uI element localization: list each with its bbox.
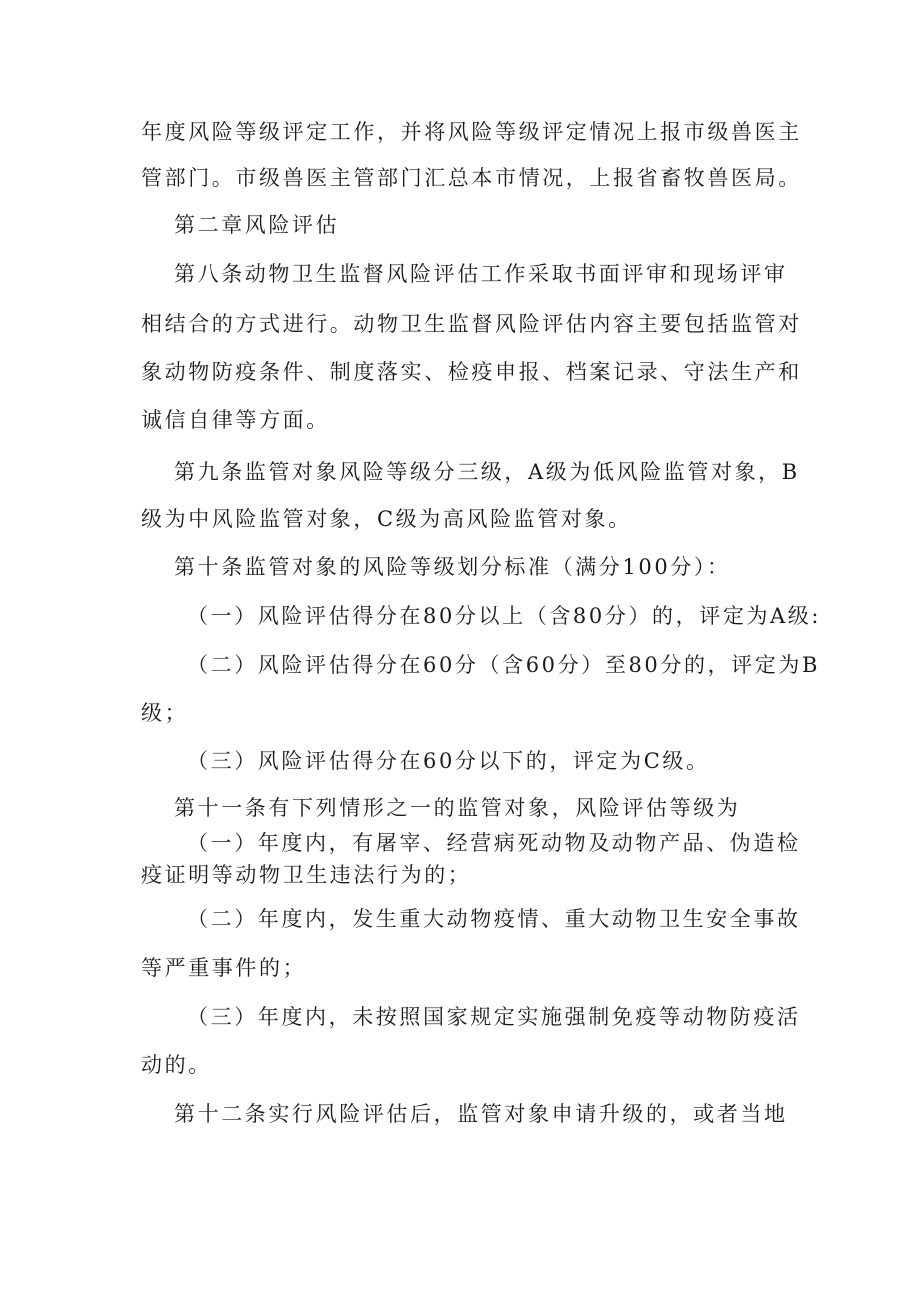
article-10-item-2-line-2: 级； bbox=[141, 701, 189, 725]
article-12-line-1: 第十二条实行风险评估后，监管对象申请升级的，或者当地 bbox=[174, 1102, 788, 1126]
text-line-1: 年度风险等级评定工作，并将风险等级评定情况上报市级兽医主 bbox=[141, 120, 802, 144]
article-11-item-1-line-1: （一）年度内，有屠宰、经营病死动物及动物产品、伪造检 bbox=[187, 831, 801, 855]
article-9-line-1: 第九条监管对象风险等级分三级，A级为低风险监管对象，B bbox=[174, 460, 800, 484]
article-11-item-2-line-2: 等严重事件的； bbox=[141, 956, 307, 980]
chapter-heading: 第二章风险评估 bbox=[174, 213, 340, 237]
article-8-line-2: 相结合的方式进行。动物卫生监督风险评估内容主要包括监管对 bbox=[141, 312, 802, 336]
article-11-item-2-line-1: （二）年度内，发生重大动物疫情、重大动物卫生安全事故 bbox=[187, 907, 801, 931]
article-11-item-3-line-1: （三）年度内，未按照国家规定实施强制免疫等动物防疫活 bbox=[187, 1005, 801, 1029]
text-line-2: 管部门。市级兽医主管部门汇总本市情况，上报省畜牧兽医局。 bbox=[141, 166, 802, 190]
article-8-line-4: 诚信自律等方面。 bbox=[141, 408, 330, 432]
article-11-item-3-line-2: 动的。 bbox=[141, 1053, 212, 1077]
article-11-line-1: 第十一条有下列情形之一的监管对象，风险评估等级为 bbox=[174, 796, 741, 820]
article-10-line-1: 第十条监管对象的风险等级划分标准（满分100分）： bbox=[174, 555, 731, 579]
article-8-line-3: 象动物防疫条件、制度落实、检疫申报、档案记录、守法生产和 bbox=[141, 360, 802, 384]
article-10-item-2-line-1: （二）风险评估得分在60分（含60分）至80分的，评定为B bbox=[187, 653, 820, 677]
article-11-item-1-line-2: 疫证明等动物卫生违法行为的； bbox=[141, 863, 472, 887]
article-10-item-3: （三）风险评估得分在60分以下的，评定为C级。 bbox=[187, 749, 710, 773]
article-10-item-1: （一）风险评估得分在80分以上（含80分）的，评定为A级: bbox=[187, 604, 822, 628]
article-8-line-1: 第八条动物卫生监督风险评估工作采取书面评审和现场评审 bbox=[174, 262, 788, 286]
article-9-line-2: 级为中风险监管对象，C级为高风险监管对象。 bbox=[141, 507, 632, 531]
